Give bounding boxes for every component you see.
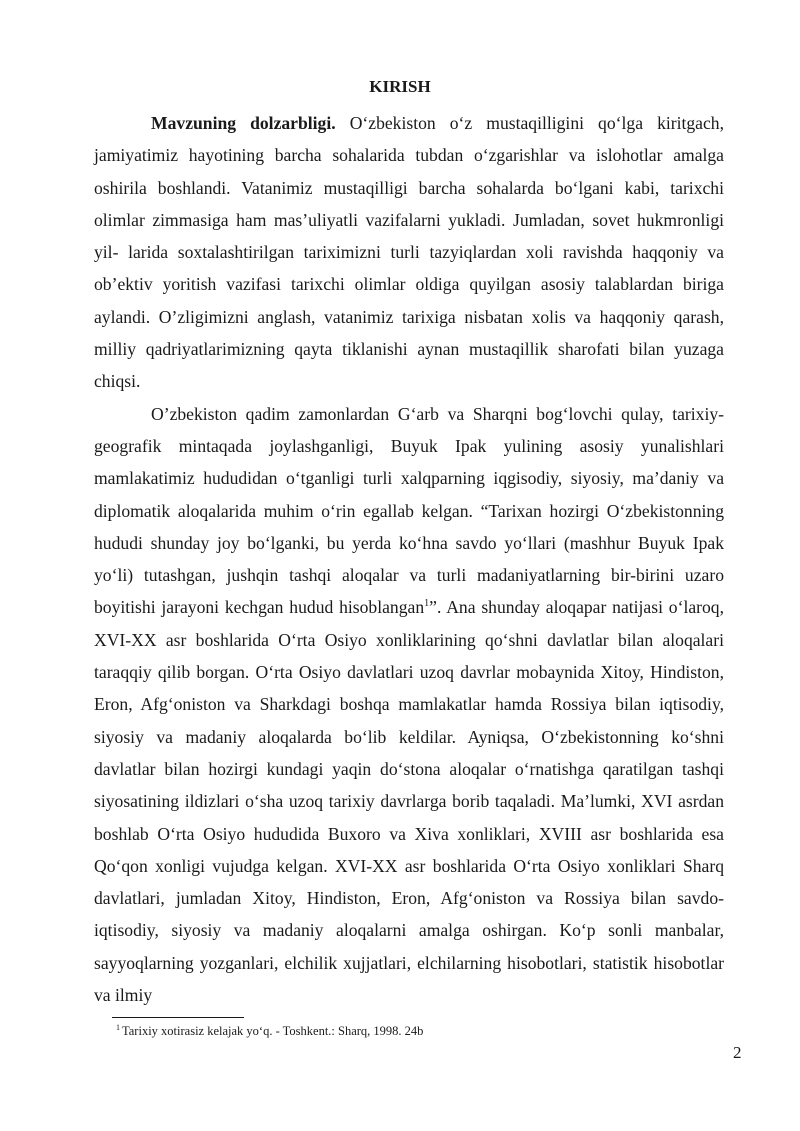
paragraph-text: O‘zbekiston o‘z mustaqilligini qo‘lga kiritgach, jamiyatimiz hayotining barcha sohalarida tubdan o‘zgarishlar va islohotlar amalga oshirila boshlandi. Vatanimiz mustaqilligi barcha sohalarda bo‘lgani kabi, tarixchi olimlar zimmasiga ham mas’uliyatli vazifalarni yukladi. Jumladan, sovet hukmronligi yil- larida soxtalashtirilgan tariximizni turli tazyiqlardan xoli ravishda haqqoniy va ob’ektiv yoritish vazifasi tarixchi olimlar oldiga quyilgan asosiy talablardan biriga aylandi. O’zligimizni anglash, vatanimiz tarixiga nisbatan xolis va haqqoniy qarash, milliy qadriyatlarimizning qayta tiklanishi aynan mustaqillik sharofati bilan yuzaga chiqsi. [94,113,724,392]
footnote-text: Tarixiy xotirasiz kelajak yo‘q. - Toshkent.: Sharq, 1998. 24b [122,1024,424,1038]
paragraph-history [94,398,724,1012]
footnote-marker: 1 [116,1022,120,1032]
paragraph-lead-heading: Mavzuning dolzarbligi. [151,113,336,133]
footnote-divider [112,1017,244,1018]
page-title: KIRISH [369,77,431,96]
page-number: 2 [733,1043,742,1062]
paragraph-text: ”. Ana shunday aloqapar natijasi o‘laroq, XVI-XX asr boshlarida O‘rta Osiyo xonliklarining qo‘shni davlatlar bilan aloqalari taraqqiy qilib borgan. O‘rta Osiyo davlatlari uzoq davrlar mobaynida Xitoy, Hindiston, Eron, Afg‘oniston va Sharkdagi boshqa mamlakatlar hamda Rossiya bilan iqtisodiy, siyosiy va madaniy aloqalarda bo‘lib keldilar. Ayniqsa, O‘zbekistonning ko‘shni davlatlar bilan hozirgi kundagi yaqin do‘stona aloqalar o‘rnatishga qaratilgan tashqi siyosatining ildizlari o‘sha uzoq tarixiy davrlarga borib taqaladi. Ma’lumki, XVI asrdan boshlab O‘rta Osiyo hududida Buxoro va Xiva xonliklari, XVIII asr boshlarida esa Qo‘qon xonligi vujudga kelgan. XVI-XX asr boshlarida O‘rta Osiyo xonliklari Sharq davlatlari, jumladan Xitoy, Hindiston, Eron, Afg‘oniston va Rossiya bilan savdo-iqtisodiy, siyosiy va madaniy aloqalarni amalga oshirgan. Ko‘p sonli manbalar, sayyoqlarning yozganlari, elchilik xujjatlari, elchilarning hisobotlari, statistik hisobotlar va ilmiy [94,597,725,1006]
paragraph-text: O’zbekiston qadim zamonlardan G‘arb va Sharqni bog‘lovchi qulay, tarixiy-geografik mintaqada joylashganligi, Buyuk Ipak yulining asosiy yunalishlari mamlakatimiz hududidan o‘tganligi turli xalqparning iqgisodiy, siyosiy, ma’daniy va diplomatik aloqalarida muhim o‘rin egallab kelgan. “Tarixan hozirgi O‘zbekistonning hududi shunday joy bo‘lganki, bu yerda ko‘hna savdo yo‘llari (mashhur Buyuk Ipak yo‘li) tutashgan, jushqin tashqi aloqalar va turli madaniyatlarning bir-birini uzaro boyitishi jarayoni kechgan hudud hisoblangan [94,403,724,618]
paragraph-relevance [94,107,724,398]
body-text [94,107,724,1011]
footnote [116,1023,423,1039]
footnote-reference[interactable]: 1 [424,598,430,610]
